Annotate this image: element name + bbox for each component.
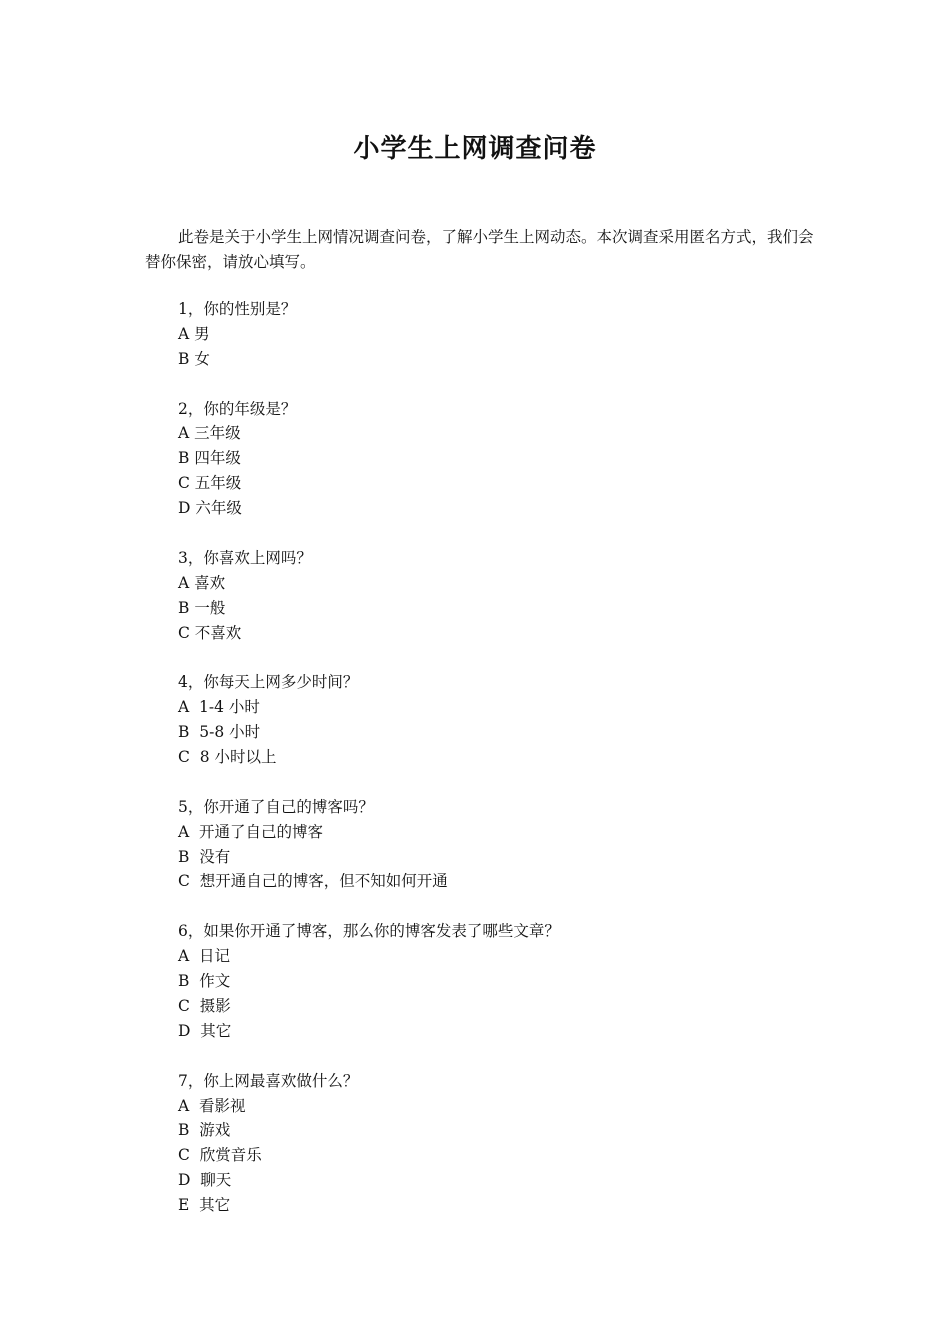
question-item — [178, 546, 818, 646]
question-item — [178, 795, 818, 895]
answer-option: B 一般 — [178, 598, 226, 617]
question-item — [178, 919, 818, 1043]
answer-option: D 其它 — [178, 1021, 232, 1040]
answer-option: C 欣赏音乐 — [178, 1146, 262, 1165]
question-text: 2，你的年级是？ — [178, 399, 297, 418]
answer-option: B 女 — [178, 349, 210, 368]
question-item — [178, 297, 818, 372]
question-text: 7，你上网最喜欢做什么？ — [178, 1071, 359, 1090]
question-text: 5，你开通了自己的博客吗？ — [178, 797, 374, 816]
intro-paragraph: 此卷是关于小学生上网情况调查问卷，了解小学生上网动态。本次调查采用匿名方式，我们会替你保密，请放心填写。 — [145, 228, 814, 271]
question-text: 4，你每天上网多少时间？ — [178, 673, 359, 692]
question-text: 1，你的性别是？ — [178, 300, 297, 318]
answer-option: C 五年级 — [178, 474, 242, 493]
answer-option: D 聊天 — [178, 1171, 232, 1190]
answer-option: C 不喜欢 — [178, 623, 242, 642]
answer-option: B 四年级 — [178, 449, 241, 468]
answer-option: C 想开通自己的博客，但不知如何开通 — [178, 872, 448, 891]
answer-option: D 六年级 — [178, 499, 242, 518]
question-text: 3，你喜欢上网吗？ — [178, 548, 312, 567]
answer-option: A 1-4 小时 — [178, 698, 260, 717]
answer-option: A 日记 — [178, 947, 231, 966]
answer-option: B 5-8 小时 — [178, 723, 261, 742]
answer-option: A 喜欢 — [178, 573, 226, 592]
question-item — [178, 397, 818, 521]
question-list — [178, 297, 818, 1243]
answer-option: A 开通了自己的博客 — [178, 822, 324, 841]
question-text: 6，如果你开通了博客，那么你的博客发表了哪些文章？ — [178, 922, 560, 941]
question-item — [178, 670, 818, 770]
answer-option: E 其它 — [178, 1196, 231, 1215]
answer-option: A 三年级 — [178, 424, 241, 443]
answer-option: A 看影视 — [178, 1096, 246, 1115]
answer-option: C 8 小时以上 — [178, 748, 277, 767]
answer-option: B 游戏 — [178, 1121, 231, 1140]
question-item — [178, 1069, 818, 1218]
document-title: 小学生上网调查问卷 — [353, 134, 597, 164]
answer-option: A 男 — [178, 324, 210, 343]
answer-option: C 摄影 — [178, 996, 231, 1015]
answer-option: B 作文 — [178, 972, 231, 991]
answer-option: B 没有 — [178, 847, 231, 866]
